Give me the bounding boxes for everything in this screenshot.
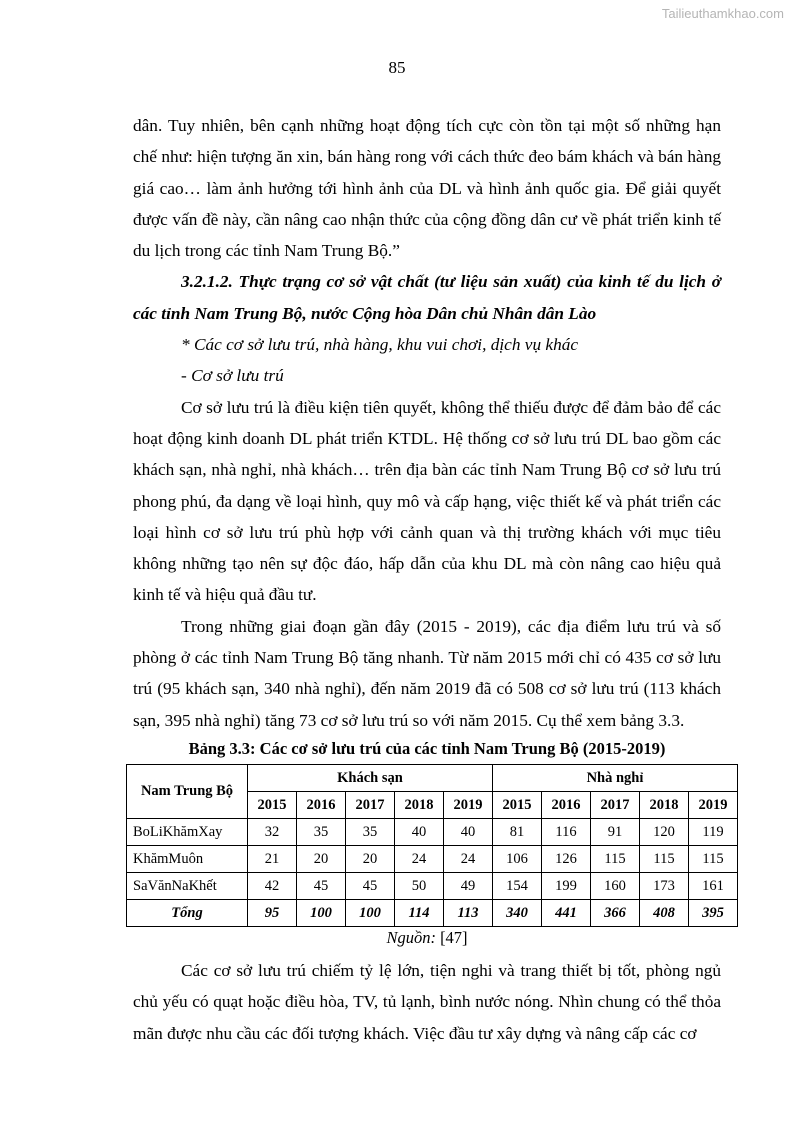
subheading-facilities: * Các cơ sở lưu trú, nhà hàng, khu vui chơi, dịch vụ khác xyxy=(181,335,579,355)
table-cell: 173 xyxy=(640,872,689,899)
table-cell: 35 xyxy=(346,818,395,845)
page-number: 85 xyxy=(388,58,406,77)
table-cell: 126 xyxy=(542,845,591,872)
table-cell: 100 xyxy=(346,899,395,926)
table-year-header: 2016 xyxy=(542,791,591,818)
table-cell: 20 xyxy=(297,845,346,872)
table-corner-header: Nam Trung Bộ xyxy=(127,764,248,818)
table-cell: 395 xyxy=(689,899,738,926)
table-year-header: 2018 xyxy=(395,791,444,818)
table-cell: 114 xyxy=(395,899,444,926)
table-group-header-guesthouses: Nhà nghỉ xyxy=(493,764,738,791)
table-cell: 199 xyxy=(542,872,591,899)
paragraph-accommodation: Cơ sở lưu trú là điều kiện tiên quyết, không thể thiếu được để đảm bảo để các hoạt động kinh doanh DL phát triển KTDL. Hệ thống cơ sở lưu trú DL bao gồm các khách sạn, nhà nghỉ, nhà khách… trên địa bàn các tỉnh Nam Trung Bộ cơ sở lưu trú phong phú, đa dạng về loại hình, quy mô và cấp hạng, việc thiết kế và phát triển các loại hình cơ sở lưu trú phù hợp với cảnh quan và thị trường khách với mục tiêu không những tạo nên sự độc đáo, hấp dẫn của khu DL mà còn nâng cao hiệu quả kinh tế và hiệu quả đầu tư. xyxy=(133,397,721,605)
table-cell: 35 xyxy=(297,818,346,845)
watermark-text: Tailieuthamkhao.com xyxy=(661,6,784,21)
table-cell: 113 xyxy=(444,899,493,926)
table-province-name: BoLiKhămXay xyxy=(127,818,248,845)
table-total-label: Tổng xyxy=(127,899,248,926)
table-cell: 106 xyxy=(493,845,542,872)
table-cell: 115 xyxy=(591,845,640,872)
table-year-header: 2017 xyxy=(346,791,395,818)
table-province-name: KhămMuôn xyxy=(127,845,248,872)
table-year-header: 2015 xyxy=(493,791,542,818)
table-year-header: 2018 xyxy=(640,791,689,818)
table-cell: 24 xyxy=(444,845,493,872)
table-cell: 119 xyxy=(689,818,738,845)
table-cell: 441 xyxy=(542,899,591,926)
table-cell: 120 xyxy=(640,818,689,845)
table-cell: 366 xyxy=(591,899,640,926)
table-row xyxy=(127,845,738,872)
paragraph-conclusion: Các cơ sở lưu trú chiếm tỷ lệ lớn, tiện nghi và trang thiết bị tốt, phòng ngủ chủ yếu có quạt hoặc điều hòa, TV, tủ lạnh, bình nước nóng. Nhìn chung có thể thỏa mãn được nhu cầu các đối tượng khách. Việc đầu tư xây dựng và nâng cấp các cơ xyxy=(133,960,721,1043)
table-cell: 40 xyxy=(444,818,493,845)
paragraph-statistics: Trong những giai đoạn gần đây (2015 - 2019), các địa điểm lưu trú và số phòng ở các tỉnh Nam Trung Bộ tăng nhanh. Từ năm 2015 mới chỉ có 435 cơ sở lưu trú (95 khách sạn, 340 nhà nghỉ), đến năm 2019 đã có 508 cơ sở lưu trú (113 khách sạn, 395 nhà nghỉ) tăng 73 cơ sở lưu trú so với năm 2015. Cụ thể xem bảng 3.3. xyxy=(133,616,721,730)
table-cell: 154 xyxy=(493,872,542,899)
section-heading: 3.2.1.2. Thực trạng cơ sở vật chất (tư liệu sản xuất) của kinh tế du lịch ở các tỉnh Nam Trung Bộ, nước Cộng hòa Dân chủ Nhân dân Lào xyxy=(133,272,721,323)
table-source xyxy=(133,927,721,949)
table-total-row xyxy=(127,899,738,926)
table-year-header: 2017 xyxy=(591,791,640,818)
table-province-name: SaVănNaKhết xyxy=(127,872,248,899)
table-row xyxy=(127,818,738,845)
table-cell: 95 xyxy=(248,899,297,926)
table-cell: 115 xyxy=(689,845,738,872)
table-cell: 50 xyxy=(395,872,444,899)
table-cell: 32 xyxy=(248,818,297,845)
table-cell: 408 xyxy=(640,899,689,926)
table-cell: 161 xyxy=(689,872,738,899)
table-year-header: 2019 xyxy=(689,791,738,818)
table-cell: 45 xyxy=(346,872,395,899)
table-cell: 340 xyxy=(493,899,542,926)
paragraph-intro: dân. Tuy nhiên, bên cạnh những hoạt động tích cực còn tồn tại một số những hạn chế như: hiện tượng ăn xin, bán hàng rong với cách thức đeo bám khách và bán hàng giá cao… làm ảnh hưởng tới hình ảnh của DL và hình ảnh quốc gia. Để giải quyết được vấn đề này, cần nâng cao nhận thức của cộng đồng dân cư về phát triển kinh tế du lịch trong các tỉnh Nam Trung Bộ.” xyxy=(133,116,721,261)
table-cell: 160 xyxy=(591,872,640,899)
table-row xyxy=(127,872,738,899)
accommodation-table xyxy=(126,764,738,927)
table-group-header-hotels: Khách sạn xyxy=(248,764,493,791)
table-year-header: 2019 xyxy=(444,791,493,818)
table-year-header: 2016 xyxy=(297,791,346,818)
table-cell: 45 xyxy=(297,872,346,899)
table-cell: 20 xyxy=(346,845,395,872)
subheading-accommodation: - Cơ sở lưu trú xyxy=(181,366,284,386)
table-cell: 49 xyxy=(444,872,493,899)
table-cell: 100 xyxy=(297,899,346,926)
source-label: Nguồn: xyxy=(386,927,436,947)
table-cell: 91 xyxy=(591,818,640,845)
table-header-row xyxy=(127,764,738,791)
table-cell: 81 xyxy=(493,818,542,845)
page-body xyxy=(133,110,728,1049)
table-cell: 116 xyxy=(542,818,591,845)
table-cell: 21 xyxy=(248,845,297,872)
table-cell: 24 xyxy=(395,845,444,872)
table-cell: 42 xyxy=(248,872,297,899)
table-cell: 115 xyxy=(640,845,689,872)
table-cell: 40 xyxy=(395,818,444,845)
table-year-header: 2015 xyxy=(248,791,297,818)
table-caption: Bảng 3.3: Các cơ sở lưu trú của các tỉnh Nam Trung Bộ (2015-2019) xyxy=(188,738,666,758)
source-reference: [47] xyxy=(440,927,468,947)
